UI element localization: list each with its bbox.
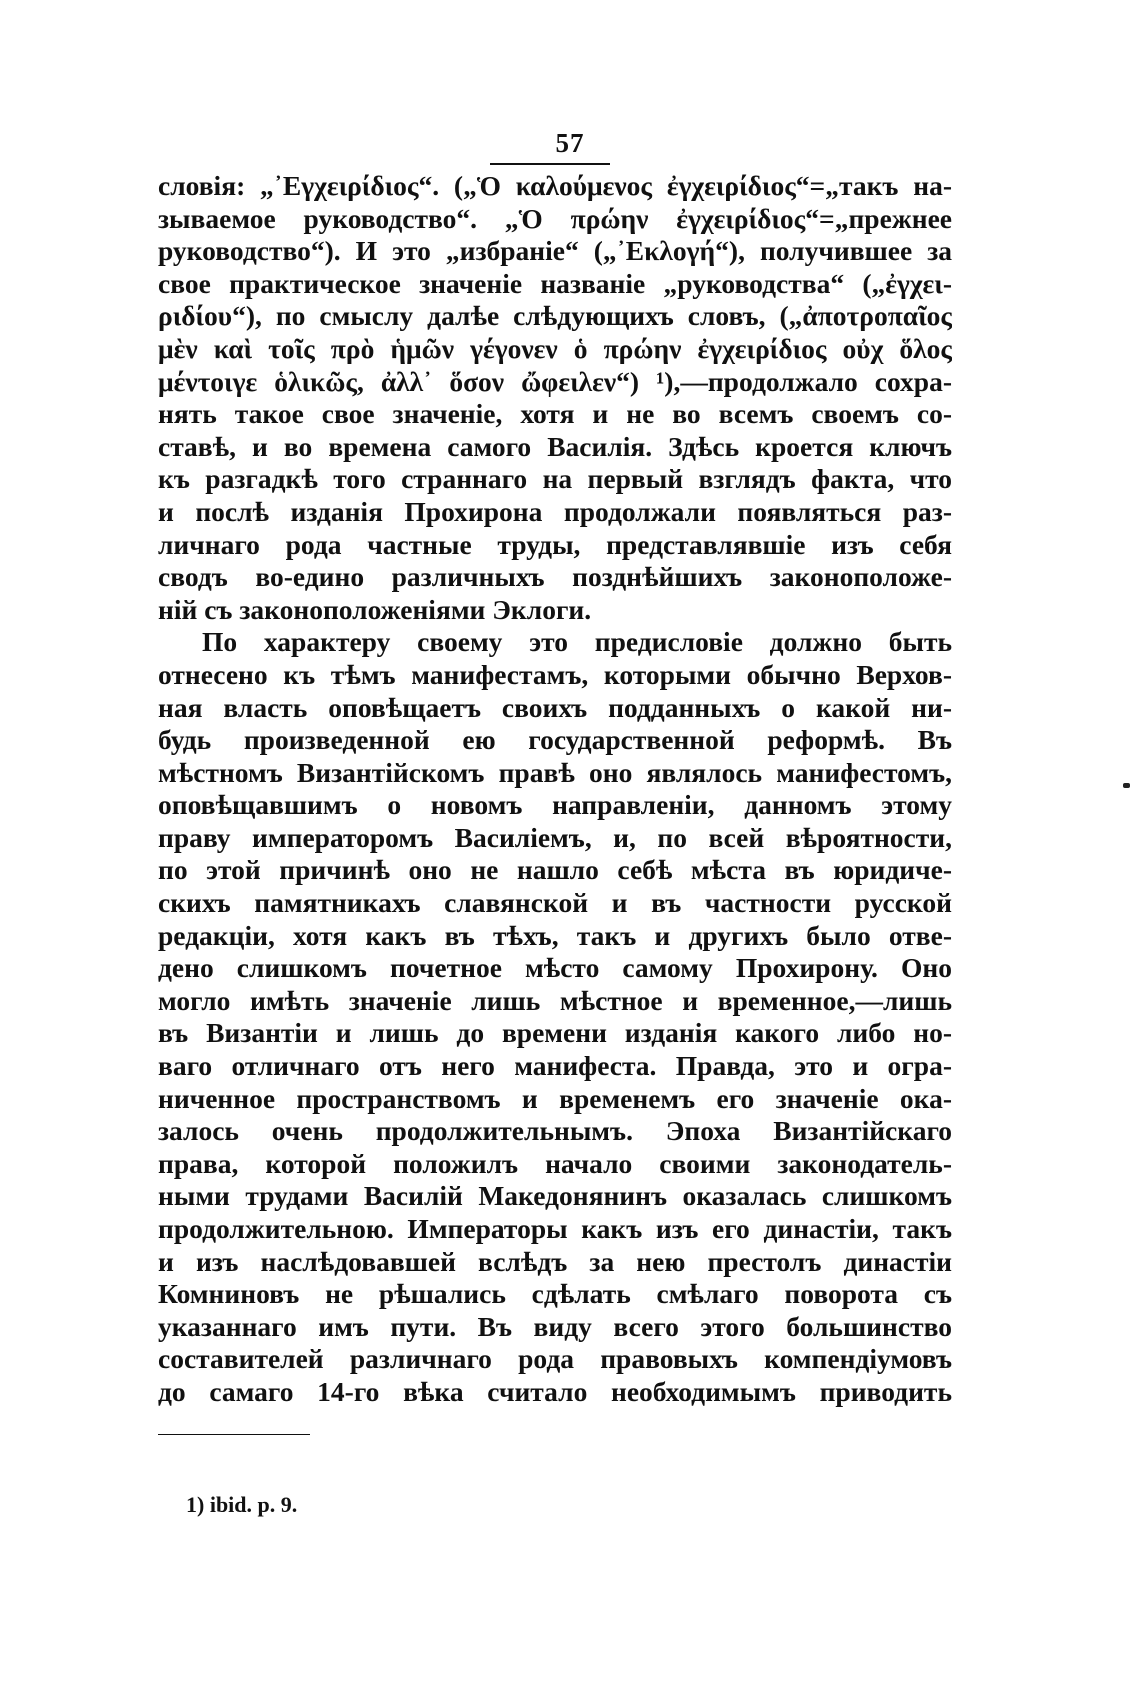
text-line: мѣстномъ Византійскомъ правѣ оно являлось манифестомъ, (158, 756, 952, 788)
text-line: редакціи, хотя какъ въ тѣхъ, такъ и другихъ было отве- (158, 919, 952, 951)
text-line: руководство“). И это „избраніе“ („᾿Εκλογή“), получившее за (158, 235, 952, 267)
footnote-rule (158, 1434, 310, 1435)
text-line: ριδίου“), по смыслу далѣе слѣдующихъ словъ, („ἀποτροπαῖος (158, 300, 952, 332)
footnote: 1) ibid. p. 9. (186, 1492, 298, 1517)
text-line: нять такое свое значеніе, хотя и не во всемъ своемъ со- (158, 398, 952, 430)
text-line: по этой причинѣ оно не нашло себѣ мѣста въ юридиче- (158, 854, 952, 886)
text-line: продолжительною. Императоры какъ изъ его династіи, такъ (158, 1213, 952, 1244)
text-line: до самаго 14-го вѣка считало необходимымъ приводить (158, 1375, 952, 1407)
text-line: ваго отличнаго отъ него манифеста. Правда, это и огра- (158, 1050, 952, 1082)
body-text (158, 170, 952, 1409)
text-line: дено слишкомъ почетное мѣсто самому Прохирону. Оно (158, 952, 952, 984)
text-line: праву императоромъ Василіемъ, и, по всей вѣроятности, (158, 821, 952, 853)
text-line: скихъ памятникахъ славянской и въ частности русской (158, 887, 952, 919)
text-line: зываемое руководство“. „Ὁ πρώην ἐγχειρίδιος“=„прежнее (158, 202, 952, 234)
text-line: будь произведенной ею государственной реформѣ. Въ (158, 724, 952, 756)
text-line: и изъ наслѣдовавшей вслѣдъ за нею престолъ династіи (158, 1245, 952, 1277)
text-line: μέντοιγε ὁλικῶς, ἀλλ᾿ ὅσον ὤφειλεν“) ¹),—продолжало сохра- (158, 365, 952, 397)
text-line: ными трудами Василій Македонянинъ оказалась слишкомъ (158, 1180, 952, 1212)
text-line: словія: „᾿Εγχειρίδιος“. („Ὁ καλούμενος ἐγχειρίδιος“=„такъ на- (158, 170, 952, 201)
text-line: μὲν καὶ τοῖς πρὸ ἡμῶν γέγονεν ὁ πρώην ἐγχειρίδιος οὐχ ὅλος (158, 332, 952, 364)
page-number-rule (490, 163, 610, 165)
text-line: составителей различнаго рода правовыхъ компендіумовъ (158, 1343, 952, 1375)
text-line: отнесено къ тѣмъ манифестамъ, которыми обычно Верхов- (158, 658, 952, 690)
text-line: личнаго рода частные труды, представлявшіе изъ себя (158, 528, 952, 560)
text-line: права, которой положилъ начало своими законодатель- (158, 1147, 952, 1179)
paragraph-start-line: По характеру своему это предисловіе должно быть (202, 626, 952, 658)
text-line: къ разгадкѣ того страннаго на первый взглядъ факта, что (158, 463, 952, 495)
text-line: свое практическое значеніе названіе „руководства“ („ἐγχει- (158, 267, 952, 299)
text-line: указаннаго имъ пути. Въ виду всего этого большинство (158, 1310, 952, 1342)
text-line: сводъ во-едино различныхъ позднѣйшихъ законоположе- (158, 561, 952, 593)
text-line: и послѣ изданія Прохирона продолжали появляться раз- (158, 495, 952, 527)
text-line: ная власть оповѣщаетъ своихъ подданныхъ о какой ни- (158, 691, 952, 723)
text-line: въ Византіи и лишь до времени изданія какого либо но- (158, 1017, 952, 1049)
text-line: оповѣщавшимъ о новомъ направленіи, данномъ этому (158, 789, 952, 821)
text-line: залось очень продолжительнымъ. Эпоха Византійскаго (158, 1115, 952, 1147)
text-line: ниченное пространствомъ и временемъ его значеніе ока- (158, 1082, 952, 1114)
text-line: ній съ законоположеніями Эклоги. (158, 593, 592, 625)
margin-mark (1123, 783, 1130, 788)
page-number: 57 (555, 128, 585, 158)
text-line: могло имѣть значеніе лишь мѣстное и временное,—лишь (158, 984, 952, 1016)
text-line: ставѣ, и во времена самого Василія. Здѣсь кроется ключъ (158, 430, 952, 462)
text-line: Комниновъ не рѣшались сдѣлать смѣлаго поворота съ (158, 1278, 952, 1310)
